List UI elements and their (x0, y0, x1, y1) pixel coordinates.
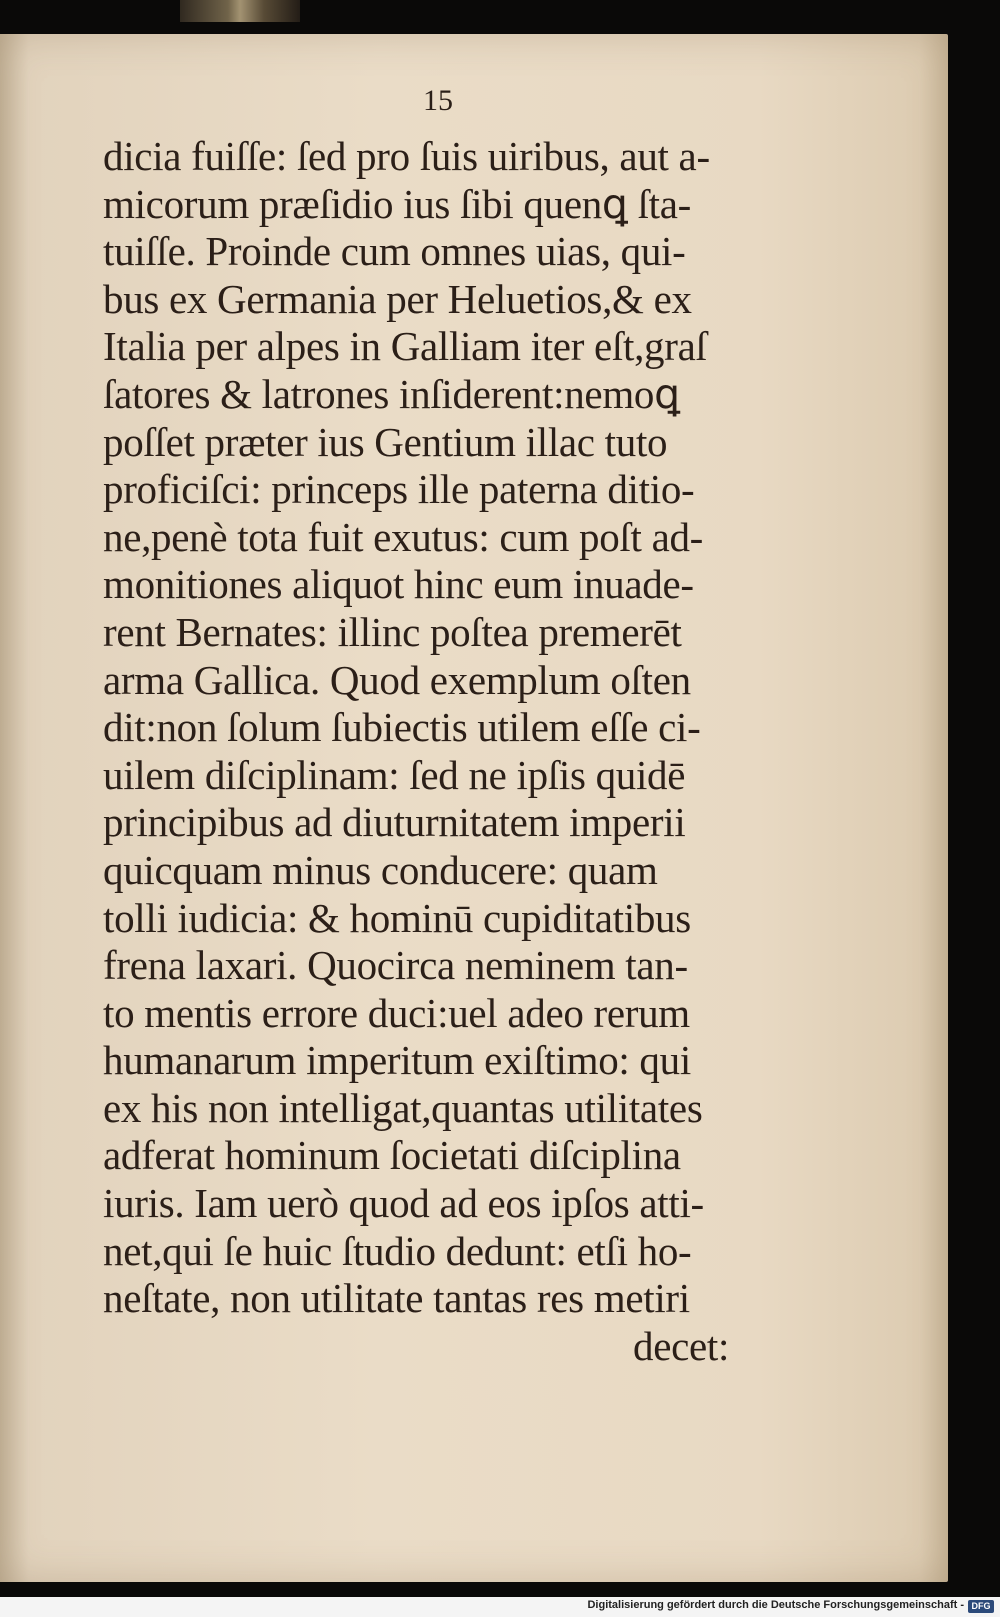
text-line: adferat hominum ſocietati diſciplina (103, 1132, 681, 1179)
text-line: proficiſci: princeps ille paterna ditio- (103, 466, 695, 513)
text-line: principibus ad diuturnitatem imperii (103, 799, 686, 846)
catchword: decet: (633, 1322, 730, 1369)
text-line: uilem diſciplinam: ſed ne ipſis quidē (103, 751, 686, 798)
text-line: frena laxari. Quocirca neminem tan- (103, 942, 688, 989)
text-line: to mentis errore duci:uel adeo rerum (103, 989, 690, 1036)
text-line: quicquam minus conducere: quam (103, 846, 658, 893)
text-line: poſſet præter ius Gentium illac tuto (103, 418, 668, 465)
text-line: monitiones aliquot hinc eum inuade- (103, 561, 694, 608)
text-line: dit:non ſolum ſubiectis utilem eſſe ci- (103, 704, 701, 751)
text-line: ex his non intelligat,quantas utilitates (103, 1084, 703, 1131)
page-number: 15 (423, 84, 453, 117)
text-line: rent Bernates: illinc poſtea premerēt (103, 608, 682, 655)
text-line: iuris. Iam uerò quod ad eos ipſos atti- (103, 1180, 704, 1227)
text-line: humanarum imperitum exiſtimo: qui (103, 1037, 691, 1084)
text-line: tolli iudicia: & hominū cupiditatibus (103, 894, 691, 941)
text-line: ne,penè tota fuit exutus: cum poſt ad- (103, 513, 704, 560)
dfg-logo: DFG (968, 1600, 994, 1613)
text-line: arma Gallica. Quod exemplum oſten (103, 656, 691, 703)
text-line: bus ex Germania per Heluetios,& ex (103, 275, 692, 322)
text-line: net,qui ſe huic ſtudio dedunt: etſi ho- (103, 1227, 692, 1274)
text-line: neſtate, non utilitate tantas res metiri (103, 1275, 690, 1322)
text-line: ſatores & latrones inſiderent:nemoꝗ (103, 370, 680, 417)
text-line: tuiſſe. Proinde cum omnes uias, qui- (103, 228, 686, 275)
text-line: dicia fuiſſe: ſed pro ſuis uiribus, aut a- (103, 133, 710, 179)
body-text (103, 133, 803, 1370)
text-line: micorum præſidio ius ſibi quenꝗ ſta- (103, 180, 692, 227)
footer-credit: Digitalisierung gefördert durch die Deutsche Forschungsgemeinschaft - (587, 1599, 964, 1611)
text-line: Italia per alpes in Galliam iter eſt,graſ (103, 323, 707, 370)
book-edge-strip (180, 0, 300, 22)
